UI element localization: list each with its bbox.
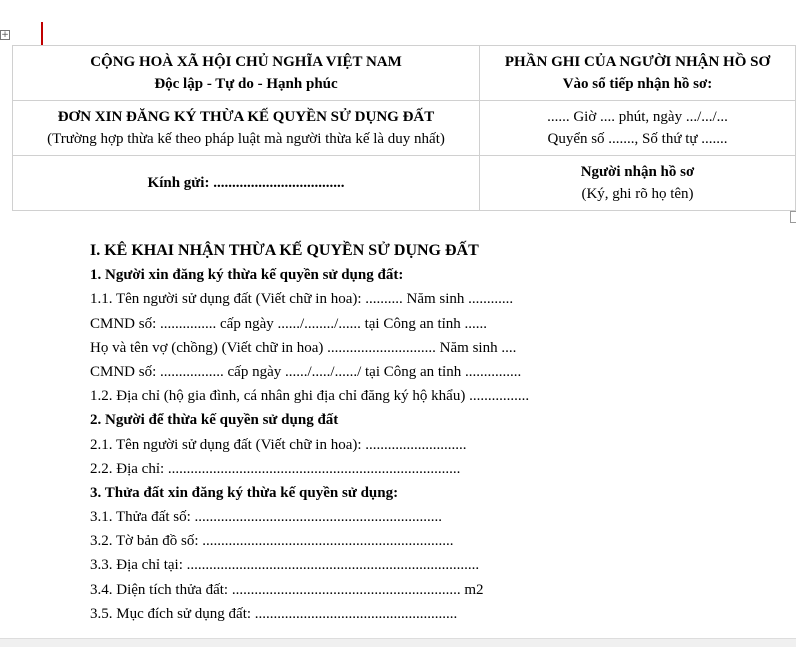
form-line[interactable]: 1.1. Tên người sử dụng đất (Viết chữ in hoa): .......... Năm sinh ............ — [90, 291, 514, 308]
subsection-heading: 2. Người để thừa kế quyền sử dụng đất — [90, 412, 339, 429]
form-subtitle: (Trường hợp thừa kế theo pháp luật mà người thừa kế là duy nhất) — [47, 131, 445, 147]
time-line: ...... Giờ .... phút, ngày .../.../... — [547, 109, 728, 125]
receiver-subtitle: Vào sổ tiếp nhận hồ sơ: — [562, 76, 713, 92]
receiver-title: PHẦN GHI CỦA NGƯỜI NHẬN HỒ SƠ — [504, 54, 771, 70]
form-line[interactable]: 3.1. Thửa đất số: .................................................................. — [90, 509, 443, 526]
subsection-heading: 1. Người xin đăng ký thừa kế quyền sử dụng đất: — [90, 267, 404, 284]
form-line[interactable]: CMND số: ............... cấp ngày ....../......../...... tại Công an tỉnh ...... — [90, 315, 488, 332]
form-line[interactable]: 3.5. Mục đích sử dụng đất: ...................................................... — [90, 605, 458, 622]
declaration-body — [90, 240, 780, 627]
nation-heading: CỘNG HOÀ XÃ HỘI CHỦ NGHĨA VIỆT NAM — [90, 54, 402, 70]
record-cell — [480, 101, 796, 156]
recipient-field[interactable]: ................................... — [213, 175, 345, 191]
receiver-cell — [480, 46, 796, 101]
receiver-sign-cell — [480, 156, 796, 211]
receiver-person: Người nhận hồ sơ — [580, 164, 695, 180]
form-line[interactable]: 1.2. Địa chỉ (hộ gia đình, cá nhân ghi địa chỉ đăng ký hộ khẩu) ................ — [90, 388, 530, 405]
header-table — [12, 45, 796, 211]
form-line[interactable]: 3.2. Tờ bản đồ số: ................................................................... — [90, 533, 454, 550]
form-line[interactable]: Họ và tên vợ (chồng) (Viết chữ in hoa) ............................. Năm sinh .... — [90, 339, 517, 356]
recipient-label: Kính gửi: — [147, 175, 210, 191]
form-line[interactable]: 3.3. Địa chỉ tại: .............................................................................. — [90, 557, 480, 574]
form-title-cell — [13, 101, 480, 156]
recipient-cell — [13, 156, 480, 211]
form-line[interactable]: 3.4. Diện tích thửa đất: ............................................................. m2 — [90, 581, 484, 598]
subsection-heading: 3. Thửa đất xin đăng ký thừa kế quyền sử dụng: — [90, 484, 399, 501]
book-line: Quyển số ......., Số thứ tự ....... — [547, 131, 728, 147]
section-heading: I. KÊ KHAI NHẬN THỪA KẾ QUYỀN SỬ DỤNG ĐẤT — [90, 242, 479, 259]
recipient-line — [13, 172, 479, 194]
text-cursor — [41, 22, 43, 46]
row-end-marker — [790, 211, 796, 223]
form-title: ĐƠN XIN ĐĂNG KÝ THỪA KẾ QUYỀN SỬ DỤNG ĐẤT — [57, 109, 435, 125]
table-move-handle-icon[interactable]: + — [1, 30, 9, 40]
motto: Độc lập - Tự do - Hạnh phúc — [154, 76, 338, 92]
declaration-lines — [90, 264, 780, 627]
form-line[interactable]: 2.1. Tên người sử dụng đất (Viết chữ in hoa): ........................... — [90, 436, 467, 453]
receiver-sign-note: (Ký, ghi rõ họ tên) — [581, 186, 694, 202]
nation-cell — [13, 46, 480, 101]
form-line[interactable]: CMND số: ................. cấp ngày ....../...../....../ tại Công an tỉnh ............... — [90, 363, 522, 380]
form-line[interactable]: 2.2. Địa chỉ: .............................................................................. — [90, 460, 461, 477]
